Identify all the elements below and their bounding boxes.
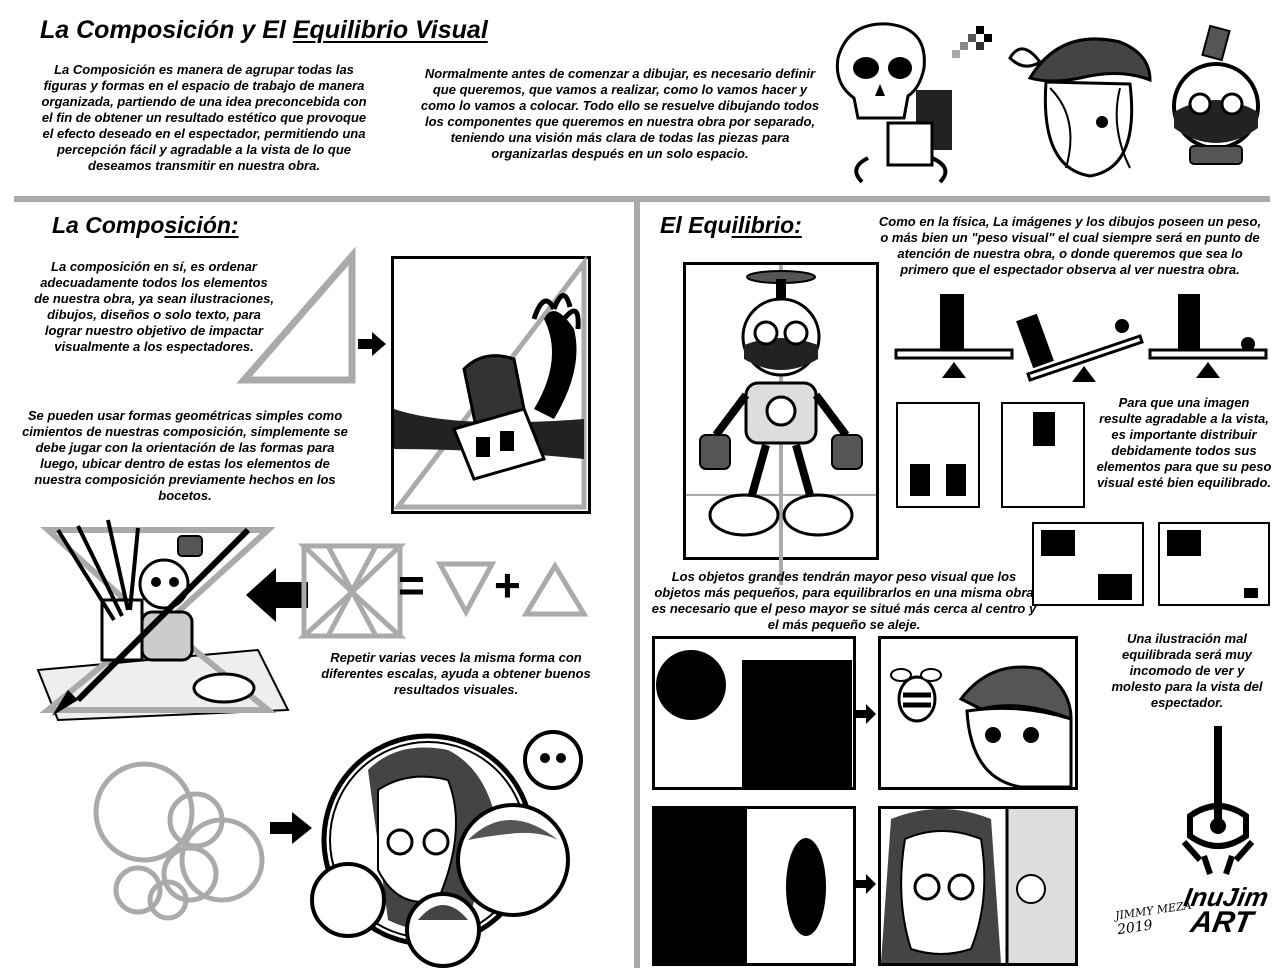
circles-outline-shape: [92, 760, 268, 920]
girl-with-hat-illustration: [1000, 18, 1160, 178]
ellipse-shape: [786, 838, 826, 936]
composition-para-2: Se pueden usar formas geométricas simples como cimientos de nuestras composición, simplemente se debe jugar con la orientación de las formas para luego, ubicar dentro de estas los elementos de nuestra composición previamente hechos en los bocetos.: [22, 408, 348, 503]
skull-illustration: [828, 18, 938, 183]
intro-right: Normalmente antes de comenzar a dibujar, es necesario definir que queremos, que vamos a realizar, como lo vamos hacer y como lo vamos a colocar. Todo ello se resuelve dibujando todos los componentes que queremos en nuestra obra por separado, teniendo una visión más clara de todas las piezas para organizarlas después en un solo espacio.: [420, 66, 820, 161]
intro-left: La Composición es manera de agrupar todas las figuras y formas en el espacio de trabajo de manera organizada, partiendo de una idea preconcebida con el fin de obtener un resultado estético que provoque el efecto deseado en el espectador, permitiendo una percepción fácil y agradable a la vista de lo que deseamos transmitir en nuestra obra.: [41, 62, 367, 173]
inujim-logo-text: InuJim ART: [1181, 882, 1271, 939]
balance-heading: El Equilibrio:: [660, 212, 802, 238]
plus-symbol: +: [494, 559, 521, 611]
weight-block: [1033, 412, 1055, 446]
composition-heading: La Composición:: [52, 212, 239, 238]
equals-symbol: =: [398, 559, 425, 611]
balance-para-4: Una ilustración mal equilibrada será muy incomodo de ver y molesto para la vista del espectador.: [1111, 631, 1263, 710]
square-shape: [742, 660, 852, 787]
triangle-up-shape: [522, 562, 588, 618]
horizontal-divider: [14, 196, 1270, 202]
composition-para-3: Repetir varias veces la misma forma con diferentes escalas, ayuda a obtener buenos resultados visuales.: [321, 650, 591, 697]
arrow-right-icon: [358, 332, 388, 356]
weight-block: [1244, 588, 1258, 598]
balance-scale-1: [894, 290, 1016, 382]
arrow-right-icon: [856, 874, 878, 894]
triangle-down-shape: [436, 560, 496, 616]
circle-shape: [656, 650, 726, 720]
balance-scale-2: [1010, 310, 1144, 382]
vertical-divider: [634, 202, 640, 968]
weight-block: [946, 464, 966, 496]
arrow-right-icon: [856, 704, 878, 724]
girl-and-bee-illustration: [881, 639, 1075, 787]
weight-box-balanced-bottom: [896, 402, 980, 508]
weight-block: [1098, 574, 1132, 600]
signature: JIMMY MEZA 2019: [1114, 898, 1193, 939]
rectangle-shape: [655, 809, 747, 963]
characters-circle-composition: [308, 730, 608, 972]
panel-character-illustration: [394, 259, 588, 511]
balance-para-1: Como en la física, La imágenes y los dibujos poseen un peso, o más bien un "peso visual" el cual siempre será en punto de atención de nuestra obra, o donde queremos que sea lo primero que el espectador observa al ver nuestra obra.: [878, 214, 1262, 277]
robot-head-illustration: [1160, 28, 1270, 168]
girl-peeking-illustration: [881, 809, 1075, 963]
triangle-outline-shape: [240, 252, 356, 384]
page-title: La Composición y El Equilibrio Visual: [40, 16, 488, 44]
balance-para-2: Para que una imagen resulte agradable a la vista, es importante distribuir debidamente todos sus elementos para que su peso visual esté bien equilibrado.: [1096, 395, 1272, 490]
weight-block: [910, 464, 930, 496]
weight-block: [1167, 530, 1201, 556]
hourglass-triangles-shape: [300, 542, 404, 640]
composition-para-1: La composición en sí, es ordenar adecuadamente todos los elementos de nuestra obra, ya sean ilustraciones, dibujos, diseños o solo texto, para lograr nuestro objetivo de impactar visualmente a los espectadores.: [34, 259, 274, 354]
robot-full-illustration: [686, 265, 876, 557]
weight-block: [1041, 530, 1075, 556]
balance-para-3: Los objetos grandes tendrán mayor peso visual que los objetos más pequeños, para equilibrarlos en una misma obra es necesario que el peso mayor se situé más cerca al centro y el más pequeño se aleje.: [651, 569, 1037, 632]
pixel-squares-decoration: [946, 26, 996, 66]
balance-scale-3: [1148, 290, 1270, 382]
inujim-logo-symbol: [1180, 726, 1256, 876]
